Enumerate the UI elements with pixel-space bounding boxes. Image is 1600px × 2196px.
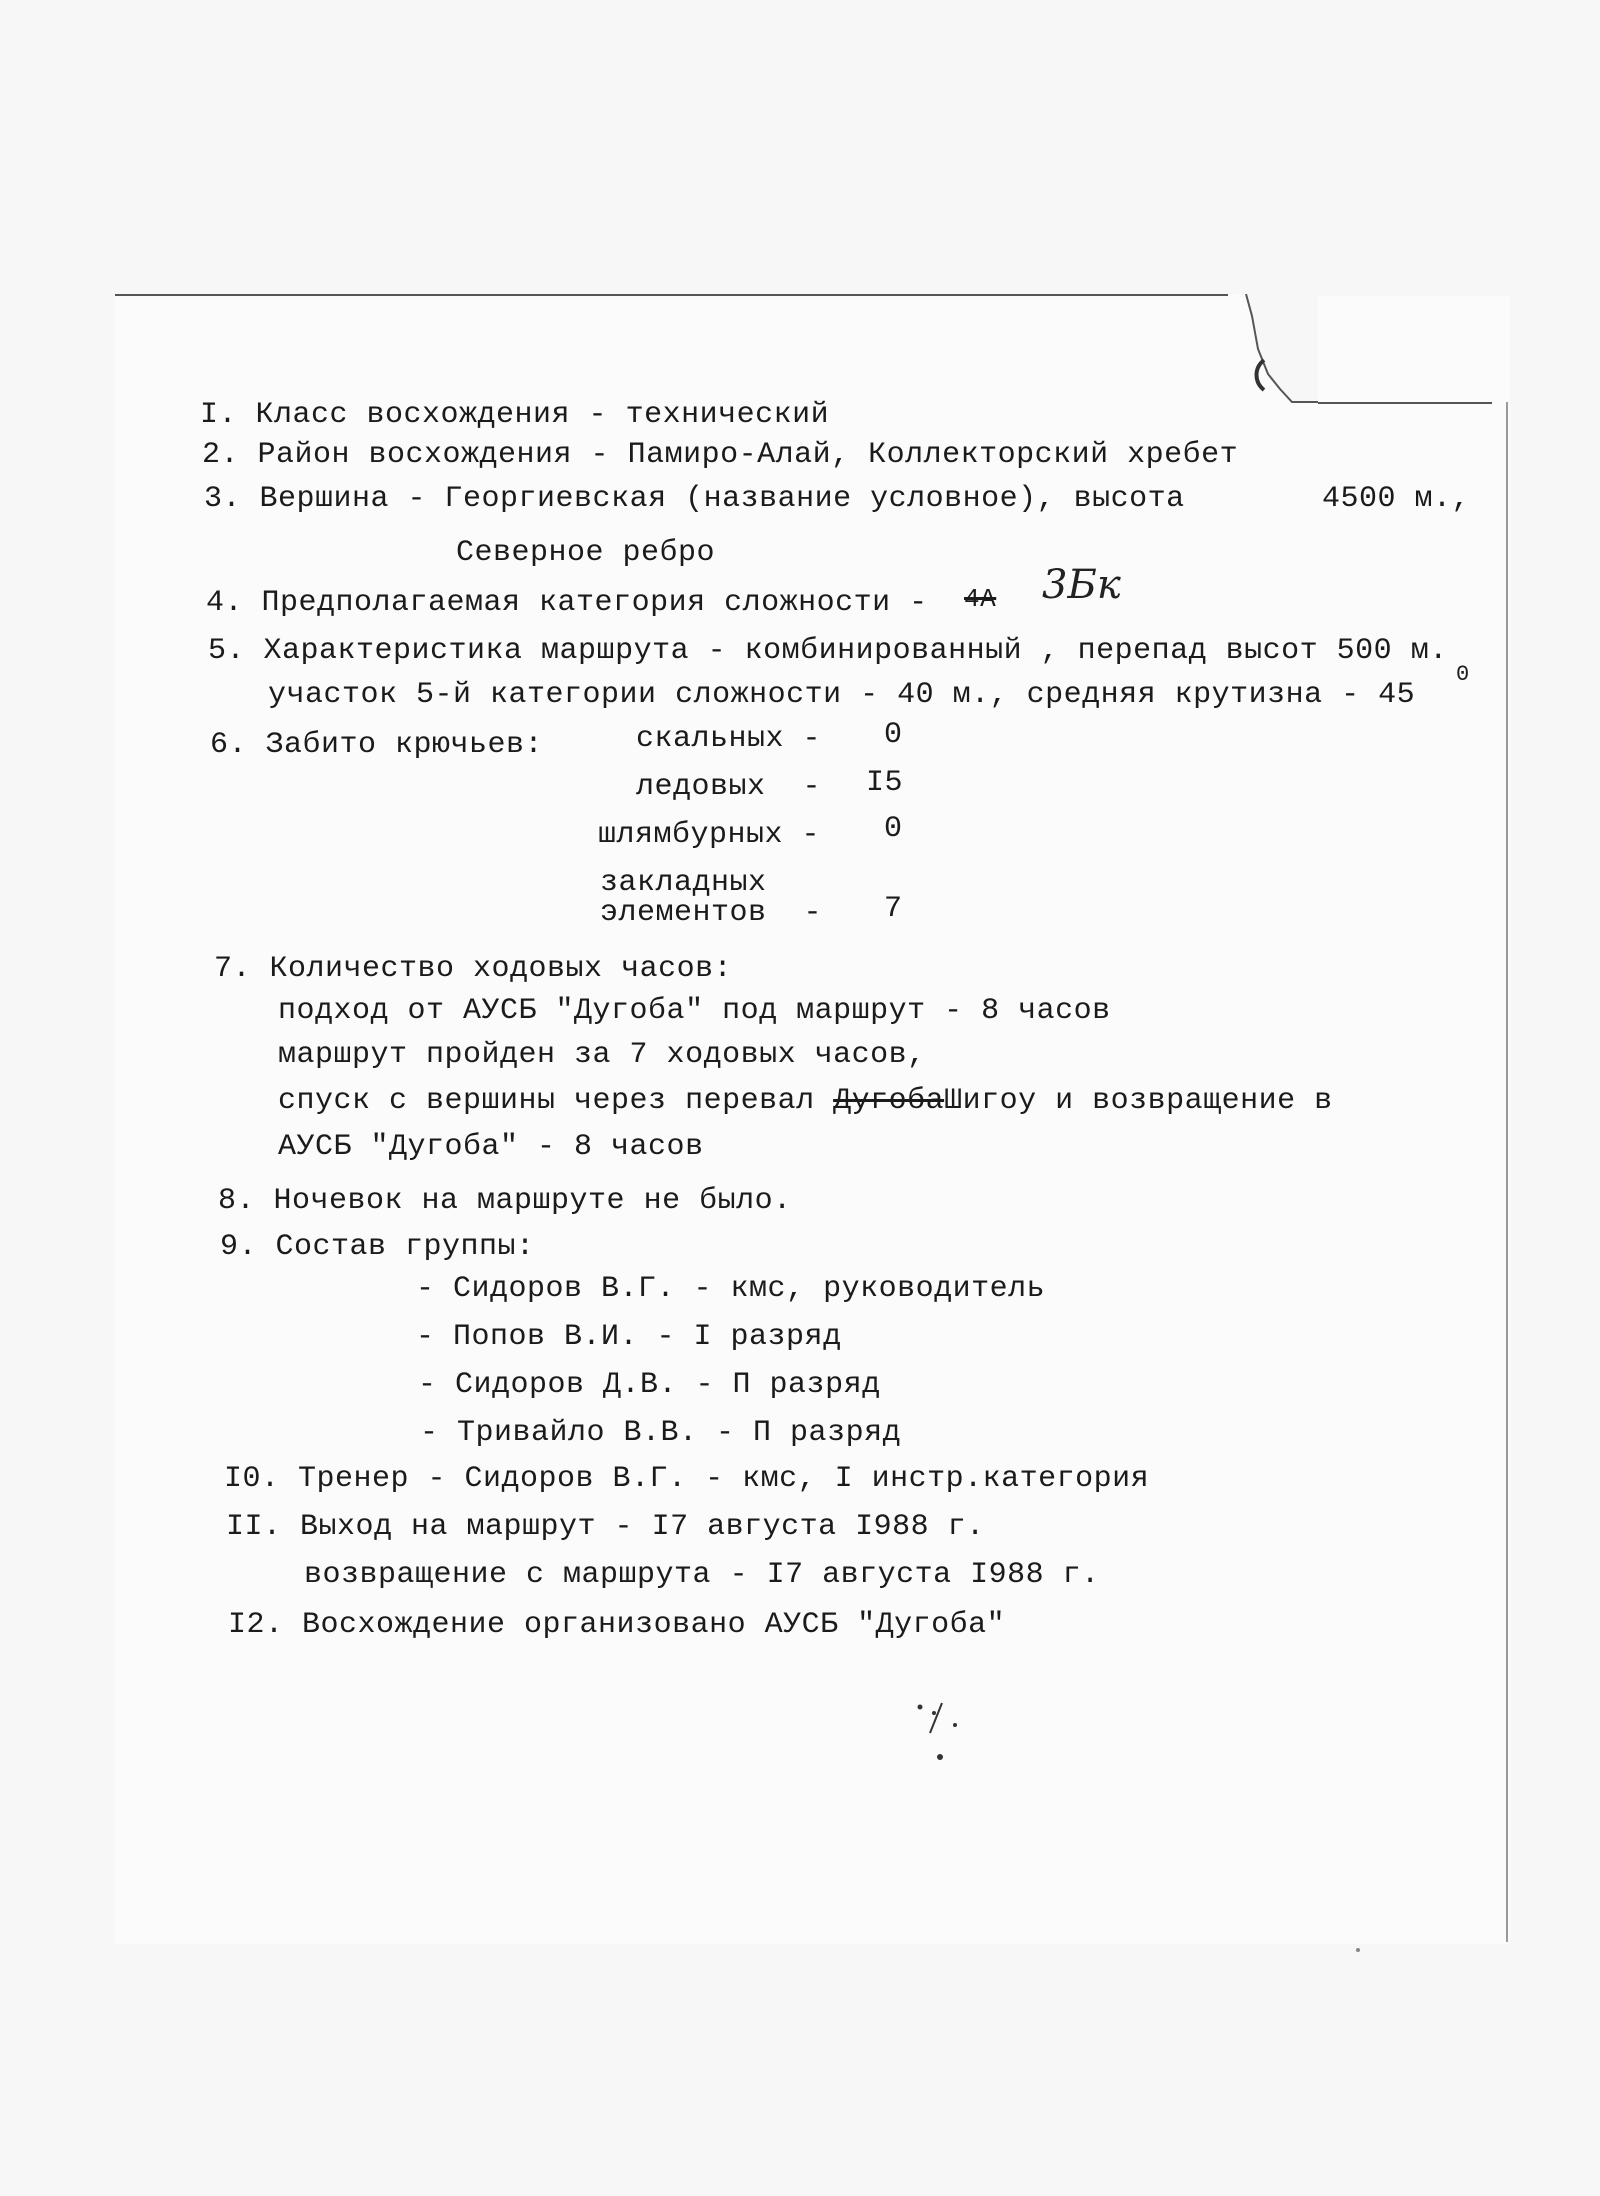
item-3-height: 4500 м., [1322, 482, 1471, 516]
pitons-bolt-label: шлямбурных - [598, 818, 821, 852]
pitons-chock-value: 7 [884, 892, 903, 926]
sheet-right-edge [1506, 402, 1508, 1942]
item-7-approach: подход от АУСБ "Дугоба" под маршрут - 8 часов [278, 994, 1111, 1028]
item-6-pitons: 6. Забито крючьев: [210, 728, 544, 762]
pitons-rock-label: скальных - [636, 722, 822, 756]
item-7-return: АУСБ "Дугоба" - 8 часов [278, 1130, 704, 1164]
team-member: - Тривайло В.В. - П разряд [420, 1416, 902, 1450]
item-12-organizer: I2. Восхождение организовано АУСБ "Дугоба" [228, 1608, 1006, 1642]
item-5-degree-sign: 0 [1456, 662, 1470, 687]
document-sheet [115, 296, 1510, 1944]
speck [1350, 1945, 1370, 1955]
item-5-route-characteristics: 5. Характеристика маршрута - комбинированный , перепад высот 500 м. [208, 634, 1448, 668]
item-11-start-date: II. Выход на маршрут - I7 августа I988 г. [226, 1510, 985, 1544]
ink-smudge [900, 1695, 980, 1765]
pitons-ice-value: I5 [866, 766, 904, 800]
item-10-coach: I0. Тренер - Сидоров В.Г. - кмс, I инстр.категория [224, 1462, 1150, 1496]
item-5-section-details: участок 5-й категории сложности - 40 м., средняя крутизна - 45 [268, 678, 1416, 712]
item-4-handwritten-category: 3Бк [1042, 562, 1121, 608]
item-8-bivouacs: 8. Ночевок на маршруте не было. [218, 1184, 792, 1218]
team-member: - Сидоров В.Г. - кмс, руководитель [416, 1272, 1046, 1306]
item-3-summit: 3. Вершина - Георгиевская (название условное), высота [204, 482, 1185, 516]
pitons-rock-value: 0 [884, 718, 903, 752]
item-7-descent-struck: Дугоба [833, 1084, 945, 1118]
item-4-category: 4. Предполагаемая категория сложности - [206, 586, 928, 620]
team-member: - Сидоров Д.В. - П разряд [418, 1368, 881, 1402]
item-9-team: 9. Состав группы: [220, 1230, 535, 1264]
item-2-region: 2. Район восхождения - Памиро-Алай, Коллекторский хребет [202, 438, 1239, 472]
item-7-descent-start: спуск с вершины через перевал [278, 1084, 834, 1118]
item-4-struck-category: 4А [964, 584, 997, 614]
item-11-return-date: возвращение с маршрута - I7 августа I988 г. [304, 1558, 1100, 1592]
pitons-ice-label: ледовых - [636, 770, 822, 804]
item-7-route-time: маршрут пройден за 7 ходовых часов, [278, 1038, 926, 1072]
item-7-descent-end: Шигоу и возвращение в [944, 1084, 1333, 1118]
item-7-descent [278, 1084, 1333, 1118]
pitons-chock-label-2: элементов - [600, 896, 823, 930]
team-member: - Попов В.И. - I разряд [416, 1320, 842, 1354]
pitons-bolt-value: 0 [884, 812, 903, 846]
pitons-chock-label-1: закладных [600, 866, 767, 900]
sheet-top-edge-right [1292, 402, 1492, 404]
sheet-top-edge [115, 294, 1250, 296]
item-1-climb-class: I. Класс восхождения - технический [200, 398, 830, 432]
item-7-hours: 7. Количество ходовых часов: [214, 952, 733, 986]
corner-mark [1250, 350, 1290, 400]
item-3-route-name: Северное ребро [456, 536, 716, 570]
